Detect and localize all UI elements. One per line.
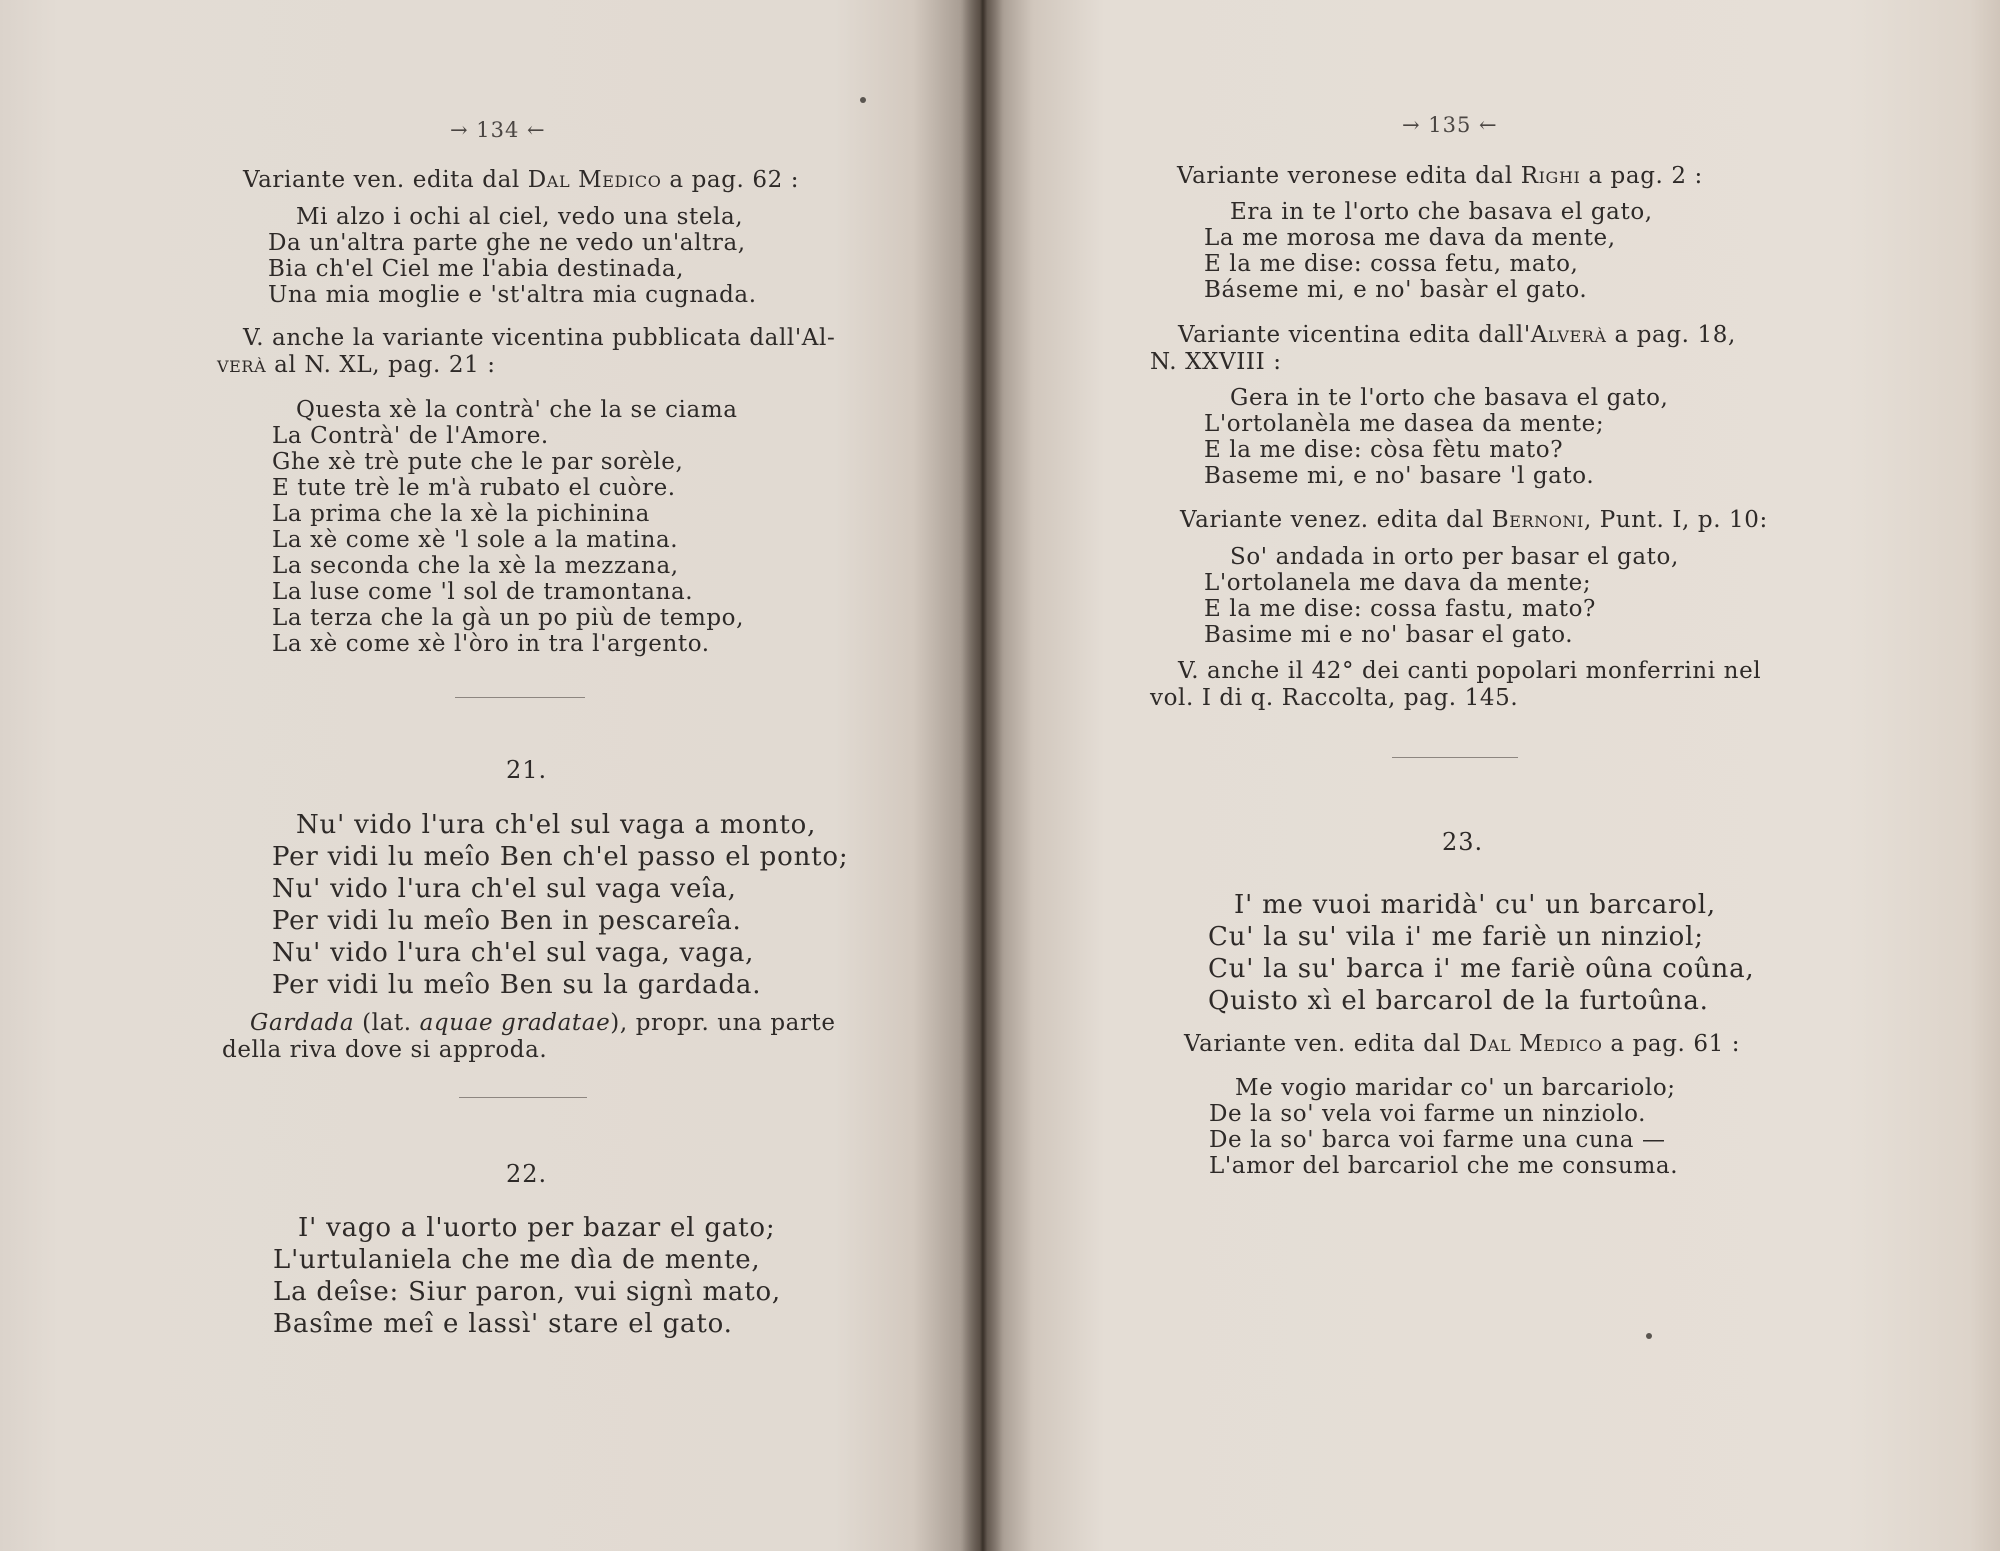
gardada-note-line2: della riva dove si approda.: [222, 1037, 548, 1063]
intro-text: Variante vicentina edita dall': [1178, 322, 1531, 348]
song-number-23: 23.: [1442, 828, 1484, 856]
verse-line: Báseme mi, e no' basàr el gato.: [1204, 277, 1588, 303]
intro-page-ref: a pag. 18,: [1606, 322, 1736, 348]
verse-line: La xè come xè 'l sole a la matina.: [272, 527, 679, 553]
variant-vicentina-ref: N. XXVIII :: [1150, 349, 1282, 375]
book-gutter: [960, 0, 1004, 1551]
verse-line: De la so' barca voi farme una cuna —: [1209, 1127, 1666, 1153]
song-number-22: 22.: [506, 1160, 548, 1188]
variant-ven-intro: [243, 167, 799, 193]
verse-line: Me vogio maridar co' un barcariolo;: [1235, 1075, 1676, 1101]
verse-line: La deîse: Siur paron, vui signì mato,: [273, 1277, 781, 1307]
intro-text: Variante ven. edita dal: [243, 167, 528, 193]
intro-text: Variante veronese edita dal: [1177, 163, 1521, 189]
verse-line: Una mia moglie e 'st'altra mia cugnada.: [268, 282, 757, 308]
intro-page-ref: a pag. 2 :: [1580, 163, 1703, 189]
monferrini-note-line2: vol. I di q. Raccolta, pag. 145.: [1150, 685, 1519, 711]
verse-line: Per vidi lu meîo Ben in pescareîa.: [272, 906, 742, 936]
verse-line: E la me dise: cossa fastu, mato?: [1204, 596, 1596, 622]
intro-text: Variante venez. edita dal: [1180, 507, 1492, 533]
section-divider: [1392, 757, 1518, 758]
monferrini-note-line1: V. anche il 42° dei canti popolari monferrini nel: [1178, 658, 1762, 684]
author-name: Dal Medico: [1468, 1031, 1603, 1057]
verse-line: La me morosa me dava da mente,: [1204, 225, 1616, 251]
intro-page-ref: , Punt. I, p. 10:: [1583, 507, 1768, 533]
verse-line: E la me dise: cossa fetu, mato,: [1204, 251, 1579, 277]
gardada-note-line1: [250, 1010, 836, 1036]
verse-line: Basîme meî e lassì' stare el gato.: [273, 1309, 733, 1339]
intro-page-ref: a pag. 62 :: [661, 167, 800, 193]
variant-veronese-intro: [1177, 163, 1703, 189]
paper-speck: [1646, 1333, 1652, 1339]
intro-text: Variante ven. edita dal: [1184, 1031, 1469, 1057]
verse-line: Quisto xì el barcarol de la furtoûna.: [1208, 986, 1709, 1016]
verse-line: Nu' vido l'ura ch'el sul vaga a monto,: [296, 810, 817, 840]
page-number-135: → 135 ←: [1402, 113, 1498, 137]
verse-line: L'ortolanèla me dasea da mente;: [1204, 411, 1605, 437]
variant-vicentina-intro: [1178, 322, 1736, 348]
verse-line: Mi alzo i ochi al ciel, vedo una stela,: [296, 204, 744, 230]
verse-line: Per vidi lu meîo Ben su la gardada.: [272, 970, 762, 1000]
verse-line: La luse come 'l sol de tramontana.: [272, 579, 694, 605]
note-text: al N. XL, pag. 21 :: [266, 352, 496, 378]
variant-venez-intro: [1180, 507, 1768, 533]
verse-line: Basime mi e no' basar el gato.: [1204, 622, 1574, 648]
author-name: Righi: [1520, 163, 1581, 189]
variant-ven61-intro: [1184, 1031, 1740, 1057]
section-divider: [455, 697, 585, 698]
section-divider: [459, 1097, 587, 1098]
note-text: (lat.: [354, 1010, 420, 1036]
verse-line: L'urtulaniela che me dìa de mente,: [273, 1245, 761, 1275]
song-number-21: 21.: [506, 756, 548, 784]
author-name: Dal Medico: [527, 167, 662, 193]
verse-line: La Contrà' de l'Amore.: [272, 423, 549, 449]
verse-line: Questa xè la contrà' che la se ciama: [296, 397, 738, 423]
verse-line: Era in te l'orto che basava el gato,: [1230, 199, 1653, 225]
author-name: Bernoni: [1491, 507, 1584, 533]
verse-line: So' andada in orto per basar el gato,: [1230, 544, 1679, 570]
verse-line: Cu' la su' vila i' me fariè un ninziol;: [1208, 922, 1704, 952]
verse-line: La terza che la gà un po più de tempo,: [272, 605, 745, 631]
verse-line: E tute trè le m'à rubato el cuòre.: [272, 475, 676, 501]
verse-line: Baseme mi, e no' basare 'l gato.: [1204, 463, 1595, 489]
note-term: Gardada: [250, 1010, 355, 1036]
verse-line: Per vidi lu meîo Ben ch'el passo el ponto;: [272, 842, 849, 872]
verse-line: I' vago a l'uorto per bazar el gato;: [298, 1213, 776, 1243]
page-number-134: → 134 ←: [450, 118, 546, 142]
verse-line: E la me dise: còsa fètu mato?: [1204, 437, 1564, 463]
verse-line: La xè come xè l'òro in tra l'argento.: [272, 631, 710, 657]
verse-line: De la so' vela voi farme un ninziolo.: [1209, 1101, 1647, 1127]
verse-line: Ghe xè trè pute che le par sorèle,: [272, 449, 684, 475]
vicentina-note-line2: [217, 352, 496, 378]
author-name: verà: [217, 352, 267, 378]
right-page: [982, 0, 2000, 1551]
author-name: Alverà: [1530, 322, 1607, 348]
note-text: ), propr. una parte: [610, 1010, 836, 1036]
verse-line: Da un'altra parte ghe ne vedo un'altra,: [268, 230, 746, 256]
vicentina-note-line1: V. anche la variante vicentina pubblicata dall'Al-: [243, 325, 836, 351]
verse-line: Cu' la su' barca i' me fariè oûna coûna,: [1208, 954, 1755, 984]
verse-line: La prima che la xè la pichinina: [272, 501, 650, 527]
paper-speck: [860, 97, 866, 103]
verse-line: L'ortolanela me dava da mente;: [1204, 570, 1592, 596]
verse-line: Bia ch'el Ciel me l'abia destinada,: [268, 256, 685, 282]
intro-page-ref: a pag. 61 :: [1602, 1031, 1741, 1057]
verse-line: Nu' vido l'ura ch'el sul vaga veîa,: [272, 874, 737, 904]
left-page: [0, 0, 982, 1551]
verse-line: I' me vuoi maridà' cu' un barcarol,: [1234, 890, 1716, 920]
verse-line: Nu' vido l'ura ch'el sul vaga, vaga,: [272, 938, 755, 968]
note-latin: aquae gradatae: [419, 1010, 611, 1036]
verse-line: L'amor del barcariol che me consuma.: [1209, 1153, 1679, 1179]
verse-line: La seconda che la xè la mezzana,: [272, 553, 679, 579]
verse-line: Gera in te l'orto che basava el gato,: [1230, 385, 1669, 411]
